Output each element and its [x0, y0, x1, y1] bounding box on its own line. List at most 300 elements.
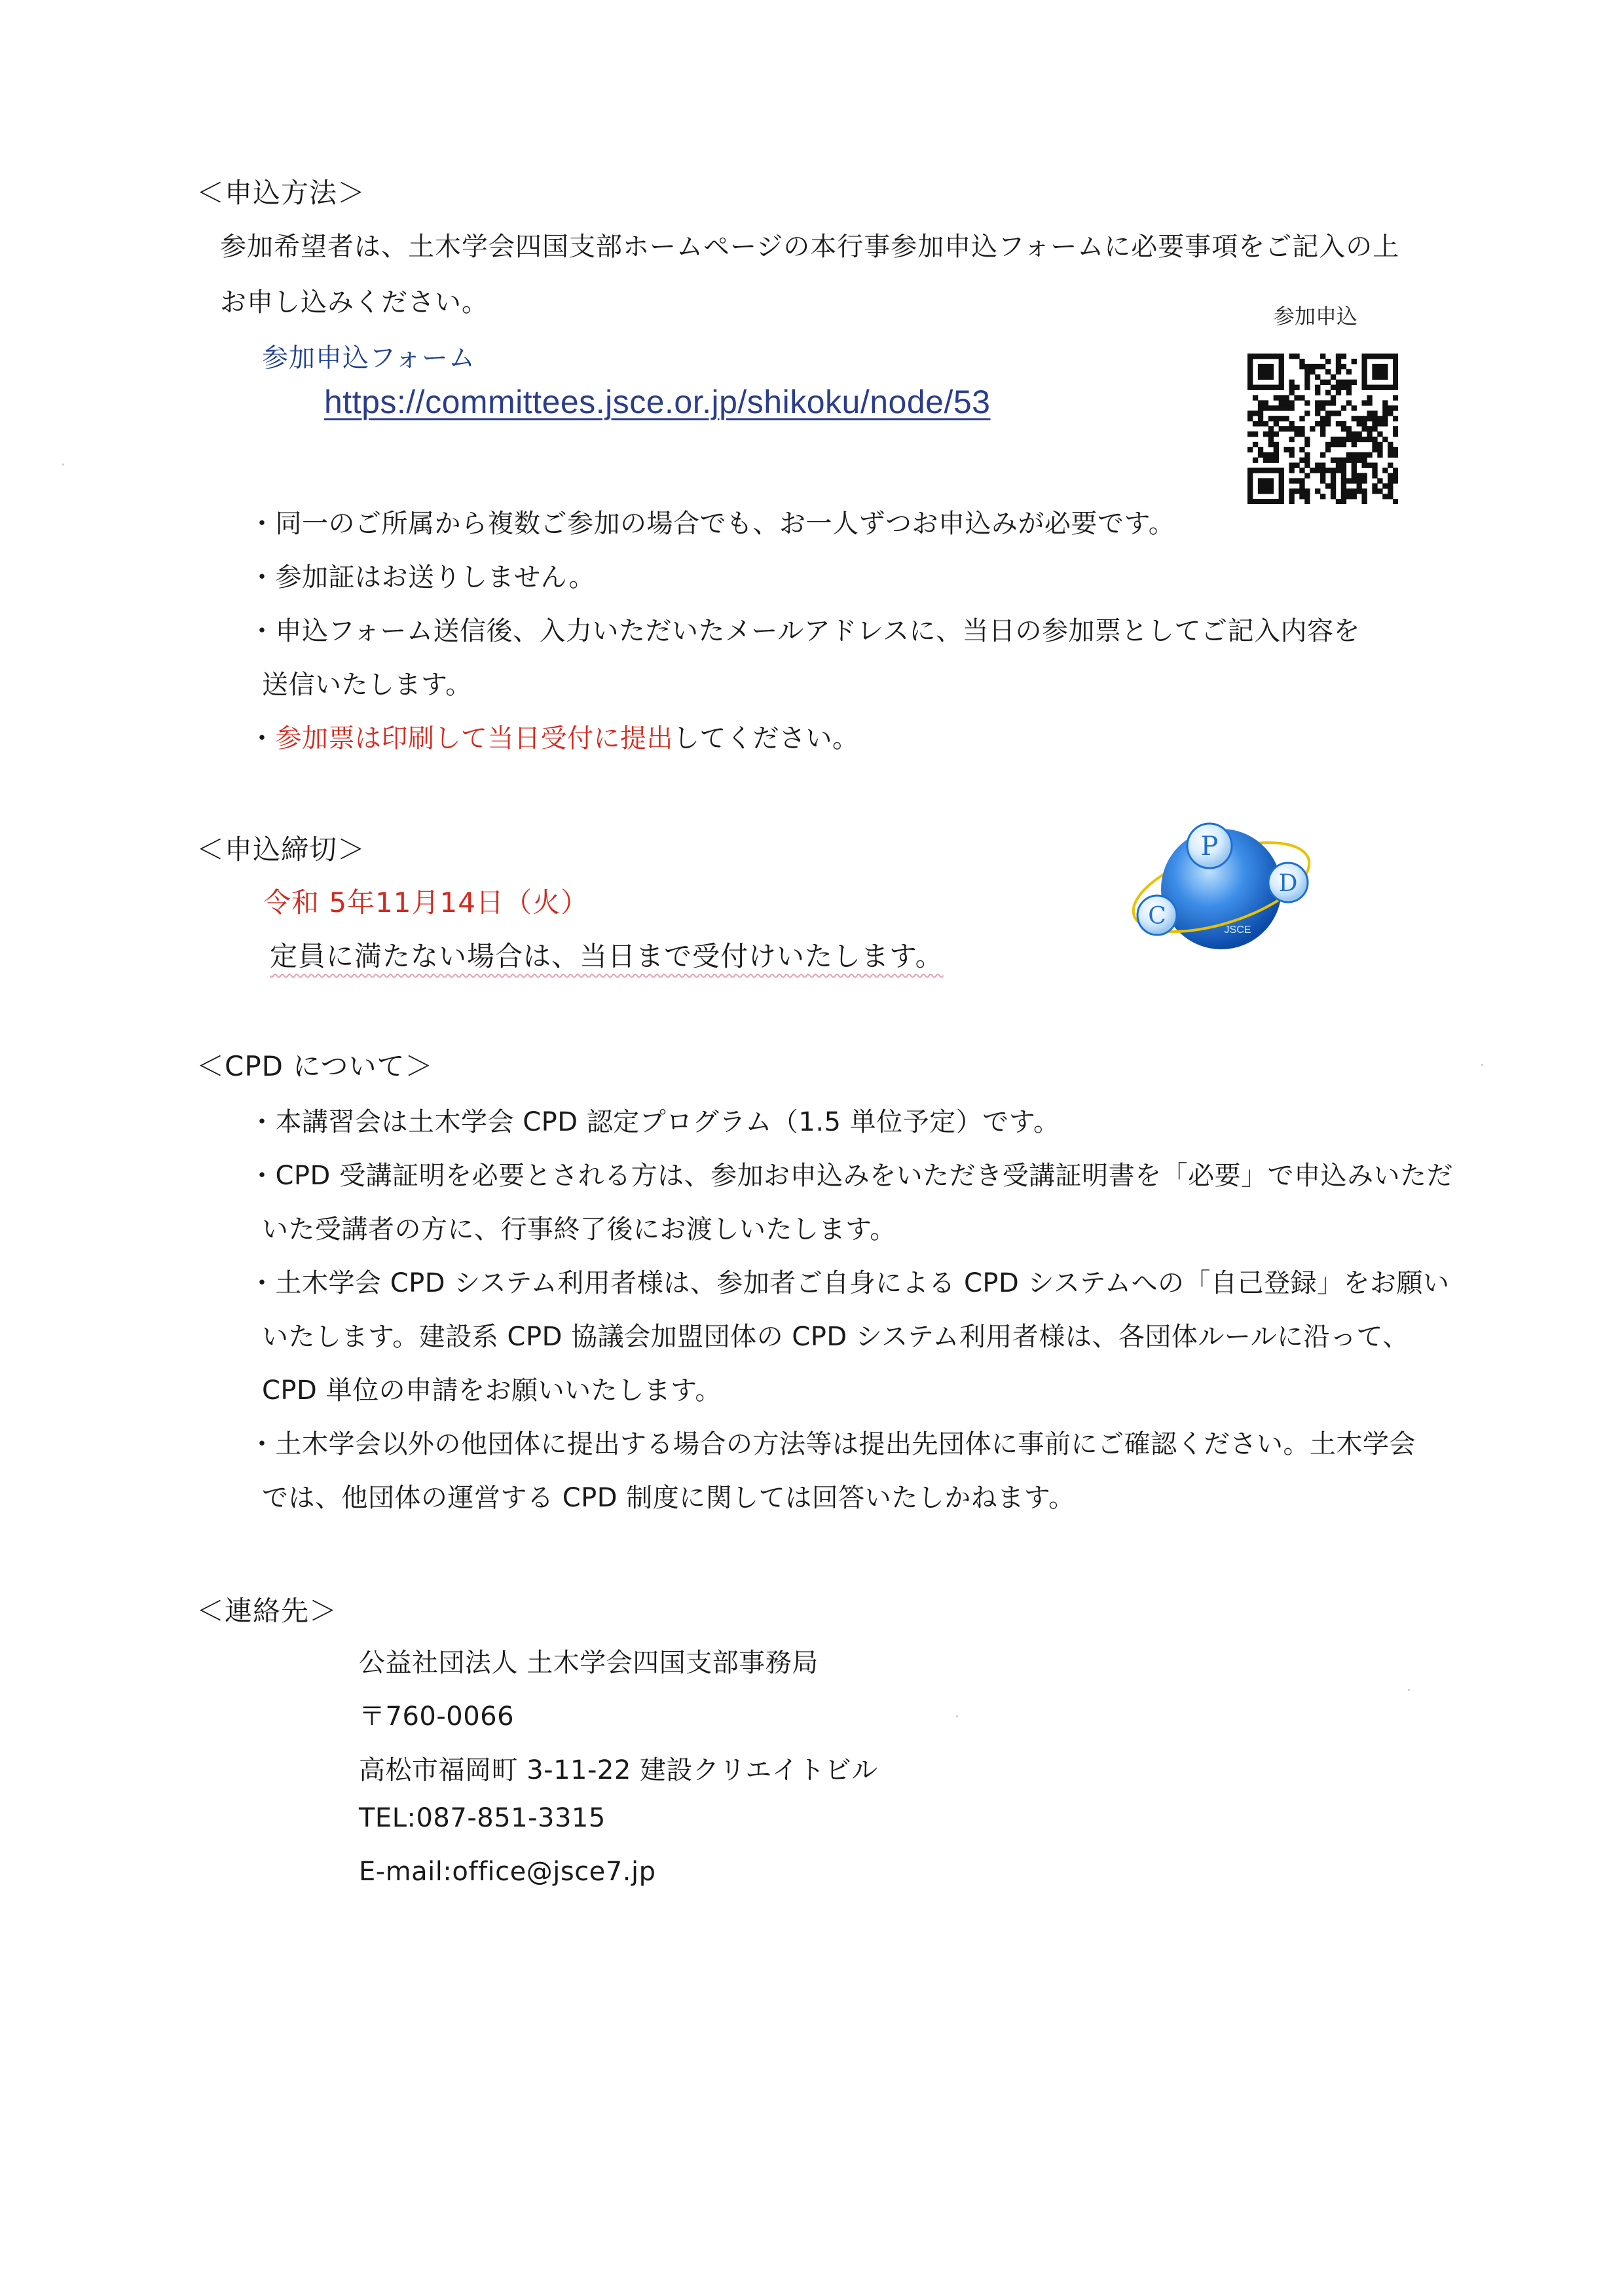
qr-module: [1274, 385, 1279, 390]
qr-module: [1367, 400, 1372, 405]
qr-module: [1367, 395, 1372, 400]
qr-module: [1325, 390, 1331, 395]
qr-module: [1263, 478, 1268, 483]
cpd-line-7: ・土木学会以外の他団体に提出する場合の方法等は提出先団体に事前にご確認ください。土木学会: [249, 1429, 1416, 1459]
qr-module: [1357, 483, 1362, 488]
qr-module: [1377, 385, 1382, 390]
qr-module: [1279, 499, 1284, 504]
application-intro-line2: お申し込みください。: [220, 287, 489, 318]
qr-module: [1279, 416, 1284, 421]
qr-module: [1331, 437, 1336, 442]
qr-module: [1382, 400, 1388, 405]
qr-module: [1346, 431, 1352, 437]
qr-module: [1336, 364, 1341, 369]
qr-module: [1268, 488, 1274, 494]
qr-module: [1388, 483, 1393, 488]
qr-module: [1341, 494, 1346, 499]
qr-module: [1247, 488, 1253, 494]
qr-module: [1352, 452, 1357, 458]
qr-module: [1341, 483, 1346, 488]
qr-module: [1294, 395, 1299, 400]
qr-module: [1274, 467, 1279, 473]
qr-module: [1372, 463, 1377, 468]
qr-module: [1263, 499, 1268, 504]
qr-module: [1299, 447, 1304, 452]
qr-module: [1247, 364, 1253, 369]
application-note-1: ・同一のご所属から複数ご参加の場合でも、お一人ずつお申込みが必要です。: [249, 509, 1175, 539]
application-note-2: ・参加証はお送りしません。: [249, 562, 595, 592]
qr-module: [1372, 442, 1377, 447]
qr-module: [1341, 354, 1346, 359]
qr-module: [1320, 452, 1325, 458]
qr-module: [1361, 452, 1367, 458]
qr-module: [1320, 494, 1325, 499]
qr-module: [1268, 405, 1274, 410]
qr-module: [1268, 364, 1274, 369]
qr-module: [1331, 467, 1336, 473]
qr-module: [1274, 421, 1279, 426]
qr-module: [1372, 437, 1377, 442]
qr-module: [1253, 354, 1258, 359]
qr-module: [1361, 473, 1367, 478]
qr-module: [1268, 499, 1274, 504]
qr-module: [1289, 463, 1294, 468]
qr-module: [1325, 359, 1331, 364]
qr-module: [1361, 364, 1367, 369]
qr-module: [1361, 359, 1367, 364]
qr-module: [1258, 385, 1263, 390]
qr-module: [1346, 400, 1352, 405]
qr-module: [1247, 467, 1253, 473]
qr-module: [1258, 467, 1263, 473]
qr-module: [1388, 405, 1393, 410]
qr-module: [1331, 494, 1336, 499]
qr-module: [1372, 410, 1377, 416]
qr-module: [1361, 463, 1367, 468]
qr-module: [1299, 478, 1304, 483]
qr-module: [1304, 494, 1310, 499]
qr-module: [1325, 410, 1331, 416]
qr-module: [1247, 483, 1253, 488]
deadline-date: 令和 5年11月14日（火）: [263, 886, 589, 919]
qr-module: [1253, 442, 1258, 447]
qr-module: [1274, 458, 1279, 463]
qr-module: [1382, 364, 1388, 369]
qr-module: [1279, 488, 1284, 494]
qr-module: [1325, 380, 1331, 385]
qr-module: [1372, 421, 1377, 426]
qr-module: [1341, 364, 1346, 369]
qr-module: [1346, 380, 1352, 385]
scan-speck: [1481, 1064, 1483, 1066]
cpd-line-8: では、他団体の運営する CPD 制度に関しては回答いたしかねます。: [262, 1483, 1075, 1513]
qr-module: [1388, 494, 1393, 499]
qr-module: [1289, 400, 1294, 405]
qr-module: [1325, 369, 1331, 374]
qr-module: [1352, 380, 1357, 385]
qr-module: [1304, 437, 1310, 442]
qr-module: [1377, 364, 1382, 369]
qr-module: [1382, 437, 1388, 442]
qr-module: [1315, 488, 1320, 494]
qr-module: [1361, 380, 1367, 385]
qr-module: [1304, 369, 1310, 374]
qr-module: [1352, 473, 1357, 478]
qr-module: [1315, 364, 1320, 369]
qr-module: [1274, 395, 1279, 400]
qr-module: [1331, 385, 1336, 390]
qr-module: [1372, 385, 1377, 390]
qr-module: [1315, 405, 1320, 410]
qr-module: [1284, 395, 1289, 400]
qr-module: [1341, 467, 1346, 473]
qr-module: [1315, 467, 1320, 473]
qr-module: [1304, 442, 1310, 447]
qr-module: [1258, 499, 1263, 504]
qr-module: [1361, 494, 1367, 499]
qr-module: [1377, 488, 1382, 494]
qr-module: [1393, 395, 1398, 400]
qr-module: [1346, 488, 1352, 494]
qr-module: [1336, 463, 1341, 468]
qr-module: [1388, 442, 1393, 447]
qr-module: [1331, 442, 1336, 447]
qr-module: [1289, 385, 1294, 390]
qr-module: [1382, 354, 1388, 359]
qr-module: [1346, 452, 1352, 458]
qr-module: [1377, 442, 1382, 447]
qr-module: [1352, 416, 1357, 421]
qr-module: [1294, 463, 1299, 468]
qr-module: [1357, 431, 1362, 437]
qr-module: [1352, 437, 1357, 442]
qr-module: [1372, 467, 1377, 473]
qr-module: [1263, 369, 1268, 374]
qr-module: [1336, 410, 1341, 416]
qr-module: [1361, 400, 1367, 405]
qr-module: [1336, 380, 1341, 385]
qr-module: [1247, 385, 1253, 390]
qr-module: [1325, 400, 1331, 405]
qr-module: [1361, 478, 1367, 483]
qr-module: [1315, 390, 1320, 395]
qr-module: [1377, 354, 1382, 359]
qr-module: [1247, 354, 1253, 359]
qr-module: [1346, 478, 1352, 483]
qr-module: [1372, 374, 1377, 380]
qr-module: [1253, 499, 1258, 504]
qr-module: [1279, 374, 1284, 380]
qr-module: [1304, 364, 1310, 369]
qr-module: [1299, 483, 1304, 488]
qr-module: [1382, 467, 1388, 473]
qr-module: [1331, 395, 1336, 400]
qr-module: [1304, 499, 1310, 504]
qr-module: [1320, 421, 1325, 426]
qr-module: [1299, 416, 1304, 421]
qr-module: [1341, 463, 1346, 468]
qr-module: [1320, 478, 1325, 483]
qr-module: [1325, 416, 1331, 421]
qr-module: [1388, 488, 1393, 494]
qr-module: [1289, 426, 1294, 431]
qr-module: [1263, 364, 1268, 369]
qr-module: [1294, 426, 1299, 431]
qr-module: [1299, 467, 1304, 473]
qr-module: [1289, 405, 1294, 410]
logo-letter-d: D: [1278, 870, 1298, 897]
qr-module: [1279, 478, 1284, 483]
qr-module: [1315, 385, 1320, 390]
qr-module: [1336, 421, 1341, 426]
cpd-line-6: CPD 単位の申請をお願いいたします。: [262, 1376, 722, 1406]
qr-module: [1299, 426, 1304, 431]
qr-module: [1341, 426, 1346, 431]
qr-module: [1247, 359, 1253, 364]
qr-module: [1393, 385, 1398, 390]
qr-module: [1253, 431, 1258, 437]
qr-module: [1367, 452, 1372, 458]
qr-module: [1299, 431, 1304, 437]
qr-module: [1247, 374, 1253, 380]
qr-module: [1304, 473, 1310, 478]
qr-module: [1346, 390, 1352, 395]
qr-module: [1299, 395, 1304, 400]
qr-module: [1388, 463, 1393, 468]
cpd-heading: ＜CPD について＞: [196, 1050, 434, 1082]
qr-module: [1377, 452, 1382, 458]
application-note-3-cont: 送信いたします。: [262, 670, 472, 700]
qr-module: [1320, 467, 1325, 473]
qr-module: [1279, 359, 1284, 364]
qr-module: [1382, 416, 1388, 421]
qr-module: [1357, 452, 1362, 458]
deadline-heading: ＜申込締切＞: [196, 833, 366, 866]
qr-module: [1274, 499, 1279, 504]
qr-module: [1310, 369, 1315, 374]
qr-module: [1310, 426, 1315, 431]
qr-module: [1274, 442, 1279, 447]
qr-module: [1352, 494, 1357, 499]
ticket-note: [249, 718, 859, 755]
qr-module: [1247, 499, 1253, 504]
cpd-globe-logo-icon: [1123, 805, 1320, 962]
logo-letter-p: P: [1200, 831, 1219, 862]
qr-module: [1336, 499, 1341, 504]
qr-module: [1294, 354, 1299, 359]
qr-module: [1377, 447, 1382, 452]
qr-module: [1294, 488, 1299, 494]
qr-module: [1341, 405, 1346, 410]
qr-module: [1357, 437, 1362, 442]
qr-module: [1258, 400, 1263, 405]
qr-module: [1289, 452, 1294, 458]
qr-module: [1279, 467, 1284, 473]
qr-module: [1320, 426, 1325, 431]
qr-module: [1336, 437, 1341, 442]
qr-module: [1320, 400, 1325, 405]
qr-module: [1315, 410, 1320, 416]
qr-module: [1279, 426, 1284, 431]
qr-module: [1263, 488, 1268, 494]
qr-module: [1279, 354, 1284, 359]
qr-module: [1289, 380, 1294, 385]
qr-module: [1341, 421, 1346, 426]
qr-module: [1377, 421, 1382, 426]
qr-module: [1258, 452, 1263, 458]
qr-module: [1341, 458, 1346, 463]
qr-module: [1279, 400, 1284, 405]
qr-module: [1331, 458, 1336, 463]
contact-address: 高松市福岡町 3-11-22 建設クリエイトビル: [359, 1755, 878, 1785]
qr-module: [1388, 385, 1393, 390]
qr-module: [1361, 458, 1367, 463]
qr-module: [1284, 426, 1289, 431]
qr-module: [1268, 483, 1274, 488]
qr-module: [1320, 380, 1325, 385]
qr-module: [1352, 478, 1357, 483]
contact-tel: TEL:087-851-3315: [359, 1803, 606, 1833]
qr-module: [1304, 452, 1310, 458]
qr-module: [1346, 426, 1352, 431]
qr-module: [1382, 421, 1388, 426]
qr-module: [1268, 354, 1274, 359]
logo-jsce-text: JSCE: [1224, 924, 1251, 936]
qr-module: [1367, 426, 1372, 431]
qr-module: [1341, 488, 1346, 494]
qr-module: [1341, 473, 1346, 478]
qr-module: [1341, 499, 1346, 504]
qr-module: [1336, 442, 1341, 447]
qr-module: [1346, 369, 1352, 374]
qr-module: [1372, 416, 1377, 421]
qr-module: [1320, 463, 1325, 468]
qr-module: [1263, 431, 1268, 437]
qr-module: [1304, 488, 1310, 494]
qr-module: [1289, 478, 1294, 483]
qr-module: [1258, 354, 1263, 359]
qr-module: [1341, 437, 1346, 442]
qr-module: [1388, 452, 1393, 458]
qr-module: [1331, 473, 1336, 478]
qr-module: [1258, 447, 1263, 452]
qr-label: 参加申込: [1274, 304, 1358, 329]
qr-module: [1294, 431, 1299, 437]
application-form-link[interactable]: https://committees.jsce.or.jp/shikoku/node/53: [324, 384, 991, 420]
qr-module: [1268, 416, 1274, 421]
qr-module: [1393, 452, 1398, 458]
qr-module: [1247, 380, 1253, 385]
qr-module: [1382, 374, 1388, 380]
qr-module: [1377, 431, 1382, 437]
qr-module: [1367, 354, 1372, 359]
qr-module: [1352, 458, 1357, 463]
qr-module: [1279, 385, 1284, 390]
qr-module: [1299, 359, 1304, 364]
qr-module: [1268, 467, 1274, 473]
qr-module: [1393, 473, 1398, 478]
qr-module: [1304, 374, 1310, 380]
qr-module: [1357, 473, 1362, 478]
qr-module: [1393, 499, 1398, 504]
qr-module: [1372, 488, 1377, 494]
qr-module: [1268, 369, 1274, 374]
qr-module: [1268, 426, 1274, 431]
qr-module: [1372, 473, 1377, 478]
qr-module: [1268, 442, 1274, 447]
qr-module: [1274, 416, 1279, 421]
qr-module: [1299, 488, 1304, 494]
qr-module: [1357, 458, 1362, 463]
qr-module: [1341, 442, 1346, 447]
qr-module: [1388, 447, 1393, 452]
qr-module: [1304, 400, 1310, 405]
qr-module: [1388, 410, 1393, 416]
qr-module: [1352, 359, 1357, 364]
qr-module: [1393, 416, 1398, 421]
qr-module: [1352, 463, 1357, 468]
qr-module: [1258, 364, 1263, 369]
qr-module: [1393, 369, 1398, 374]
qr-module: [1346, 385, 1352, 390]
qr-module: [1393, 467, 1398, 473]
qr-module: [1361, 426, 1367, 431]
qr-module: [1393, 431, 1398, 437]
qr-module: [1331, 478, 1336, 483]
qr-module: [1320, 405, 1325, 410]
qr-module: [1382, 483, 1388, 488]
qr-module: [1320, 416, 1325, 421]
contact-email[interactable]: E-mail:office@jsce7.jp: [359, 1857, 656, 1887]
qr-module: [1253, 421, 1258, 426]
qr-module: [1336, 369, 1341, 374]
qr-module: [1336, 390, 1341, 395]
qr-module: [1361, 437, 1367, 442]
qr-module: [1310, 467, 1315, 473]
qr-module: [1372, 483, 1377, 488]
qr-module: [1247, 494, 1253, 499]
qr-module: [1263, 354, 1268, 359]
qr-module: [1289, 437, 1294, 442]
qr-module: [1274, 452, 1279, 458]
qr-module: [1304, 458, 1310, 463]
qr-module: [1393, 447, 1398, 452]
qr-code-icon: [1247, 354, 1398, 504]
qr-module: [1258, 374, 1263, 380]
qr-module: [1304, 385, 1310, 390]
qr-module: [1279, 369, 1284, 374]
qr-module: [1331, 374, 1336, 380]
qr-module: [1361, 499, 1367, 504]
qr-module: [1268, 385, 1274, 390]
application-intro-line1: 参加希望者は、土木学会四国支部ホームページの本行事参加申込フォームに必要事項をご記入の上: [220, 232, 1400, 262]
qr-module: [1336, 467, 1341, 473]
qr-module: [1315, 463, 1320, 468]
qr-module: [1352, 405, 1357, 410]
qr-module: [1388, 478, 1393, 483]
qr-module: [1258, 478, 1263, 483]
deadline-note: 定員に満たない場合は、当日まで受付けいたします。: [270, 940, 944, 972]
qr-module: [1393, 380, 1398, 385]
qr-module: [1341, 478, 1346, 483]
qr-module: [1320, 473, 1325, 478]
qr-module: [1372, 364, 1377, 369]
qr-module: [1253, 467, 1258, 473]
qr-module: [1279, 473, 1284, 478]
cpd-line-3: いた受講者の方に、行事終了後にお渡しいたします。: [262, 1214, 896, 1245]
qr-module: [1274, 405, 1279, 410]
qr-module: [1247, 369, 1253, 374]
